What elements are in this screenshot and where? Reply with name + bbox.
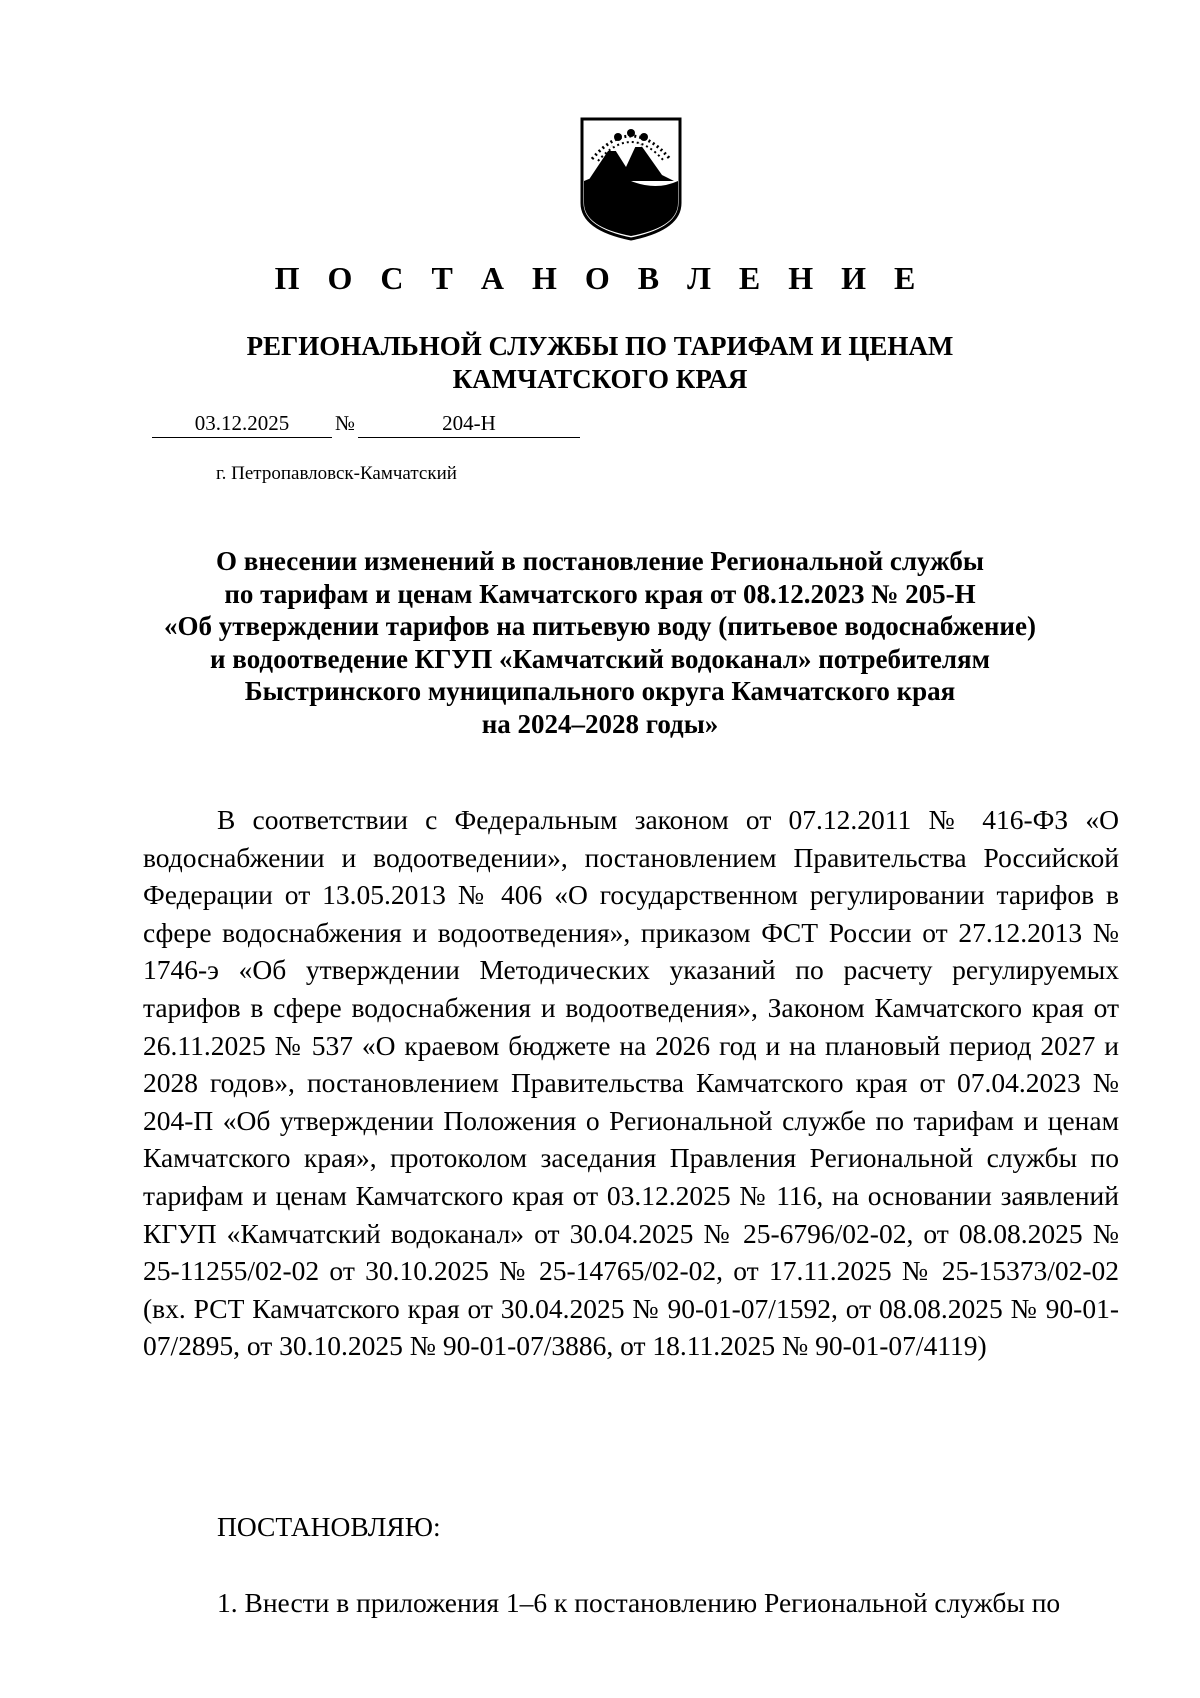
document-date: 03.12.2025 bbox=[152, 411, 332, 438]
subject-line: по тарифам и ценам Камчатского края от 08.12.2023 № 205-Н bbox=[224, 578, 976, 609]
preamble-paragraph: В соответствии с Федеральным законом от 07.12.2011 № 416-ФЗ «О водоснабжении и водоотведении», постановлением Правительства Российской Федерации от 13.05.2013 № 406 «О государственном регулировании тарифов в сфере водоснабжения и водоотведения», приказом ФСТ России от 27.12.2013 № 1746-э «Об утверждении Методических указаний по расчету регулируемых тарифов в сфере водоснабжения и водоотведения», Законом Камчатского края от 26.11.2025 № 537 «О краевом бюджете на 2026 год и на плановый период 2027 и 2028 годов», постановлением Правительства Камчатского края от 07.04.2023 № 204-П «Об утверждении Положения о Региональной службе по тарифам и ценам Камчатского края», протоколом заседания Правления Региональной службы по тарифам и ценам Камчатского края от 03.12.2025 № 116, на основании заявлений КГУП «Камчатский водоканал» от 30.04.2025 № 25-6796/02-02, от 08.08.2025 № 25-11255/02-02 от 30.10.2025 № 25-14765/02-02, от 17.11.2025 № 25-15373/02-02 (вх. РСТ Камчатского края от 30.04.2025 № 90-01-07/1592, от 08.08.2025 № 90-01-07/2895, от 30.10.2025 № 90-01-07/3886, от 18.11.2025 № 90-01-07/4119) bbox=[143, 804, 1119, 1362]
document-number: 204-Н bbox=[358, 411, 580, 438]
subject-line: Быстринского муниципального округа Камчатского края bbox=[244, 676, 956, 707]
kamchatka-coat-of-arms-icon bbox=[578, 115, 684, 241]
issuer-line: РЕГИОНАЛЬНОЙ СЛУЖБЫ ПО ТАРИФАМ И ЦЕНАМ bbox=[246, 331, 954, 361]
subject-line: О внесении изменений в постановление Региональной службы bbox=[216, 546, 984, 576]
subject-line: и водоотведение КГУП «Камчатский водоканал» потребителям bbox=[209, 643, 990, 674]
issuer-name bbox=[0, 330, 1200, 396]
city-name: г. Петропавловск-Камчатский bbox=[216, 463, 457, 484]
number-sign: № bbox=[334, 411, 356, 435]
document-subject bbox=[0, 545, 1200, 741]
subject-line: на 2024–2028 годы» bbox=[481, 708, 719, 739]
item-1-paragraph: 1. Внести в приложения 1–6 к постановлению Региональной службы по bbox=[217, 1587, 1061, 1618]
decree-word: ПОСТАНОВЛЯЮ: bbox=[217, 1511, 441, 1542]
subject-line: «Об утверждении тарифов на питьевую воду (питьевое водоснабжение) bbox=[164, 611, 1036, 642]
document-type-title: П О С Т А Н О В Л Е Н И Е bbox=[274, 260, 926, 296]
issuer-line: КАМЧАТСКОГО КРАЯ bbox=[452, 364, 748, 394]
